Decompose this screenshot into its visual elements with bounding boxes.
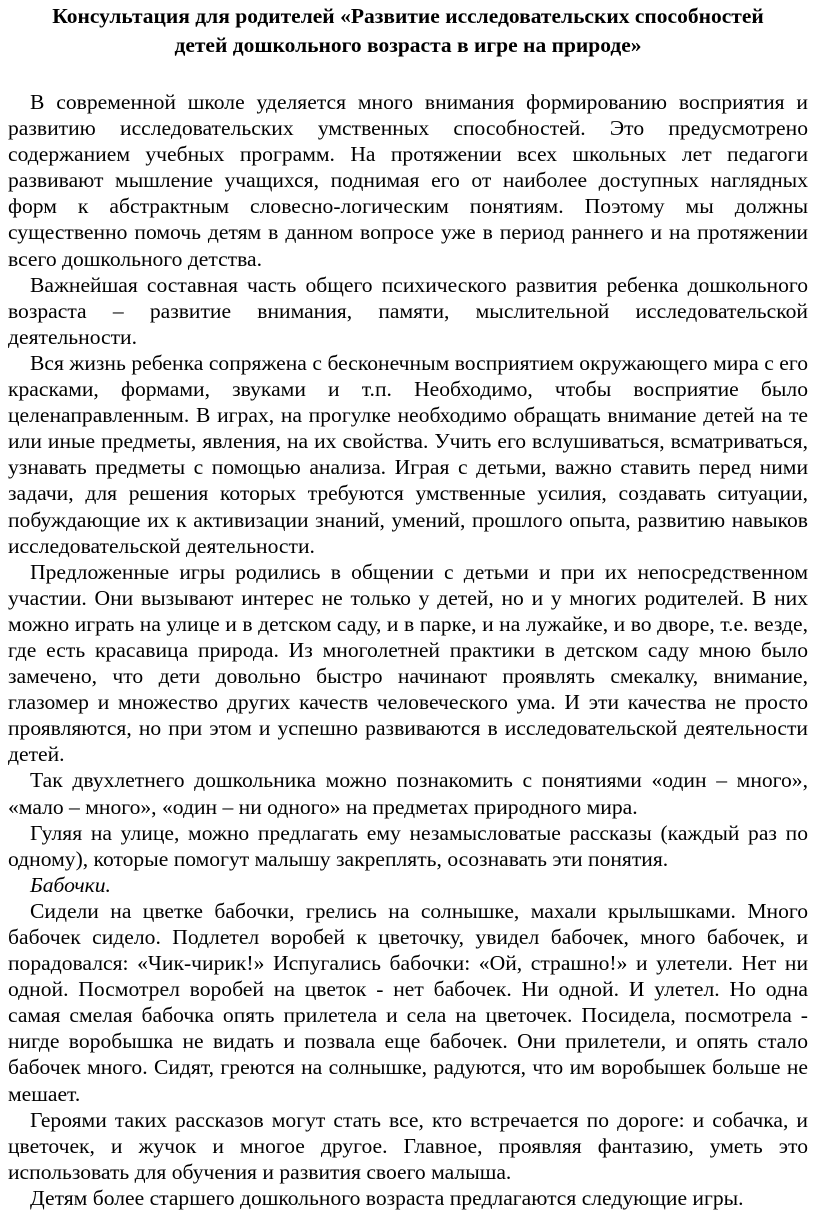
paragraph-concepts: Так двухлетнего дошкольника можно познакомить с понятиями «один – много», «мало – много», «один – ни одного» на предметах природного мира.: [8, 768, 808, 819]
story-heading: Бабочки.: [30, 872, 111, 897]
paragraph-intro: В современной школе уделяется много внимания формированию восприятия и развитию исследовательских умственных способностей. Это предусмотрено содержанием учебных программ. На протяжении всех школьных лет педагоги развивают мышление учащихся, поднимая его от наиболее доступных наглядных форм к абстрактным словесно-логическим понятиям. Поэтому мы должны существенно помочь детям в данном вопросе уже в период раннего и на протяжении всего дошкольного детства.: [8, 90, 808, 271]
document-body: [8, 89, 808, 1211]
paragraph-butterflies-story: Сидели на цветке бабочки, грелись на солнышке, махали крылышками. Много бабочек сидело. Подлетел воробей к цветочку, увидел бабочек, много бабочек, и порадовался: «Чик-чирик!» Испугались бабочки: «Ой, страшно!» и улетели. Нет ни одной. Посмотрел воробей на цветок - нет бабочек. Ни одной. И улетел. Но одна самая смелая бабочка опять прилетела и села на цветочек. Посидела, посмотрела - нигде воробышка не видать и позвала еще бабочек. Они прилетели, и опять стало бабочек много. Сидят, греются на солнышке, радуются, что им воробышек больше не мешает.: [8, 898, 808, 1106]
title-line-2: детей дошкольного возраста в игре на природе»: [174, 33, 642, 57]
title-spacer: [8, 60, 808, 89]
paragraph-older-children: Детям более старшего дошкольного возраста предлагаются следующие игры.: [30, 1185, 744, 1210]
paragraph-perception: Вся жизнь ребенка сопряжена с бесконечным восприятием окружающего мира с его красками, формами, звуками и т.п. Необходимо, чтобы восприятие было целенаправленным. В играх, на прогулке необходимо обращать внимание детей на те или иные предметы, явления, на их свойства. Учить его вслушиваться, всматриваться, узнавать предметы с помощью анализа. Играя с детьми, важно ставить перед ними задачи, для решения которых требуются умственные усилия, создавать ситуации, побуждающие их к активизации знаний, умений, прошлого опыта, развитию навыков исследовательской деятельности.: [8, 350, 808, 558]
title-line-1: Консультация для родителей «Развитие исследовательских способностей: [52, 4, 764, 28]
paragraph-heroes: Героями таких рассказов могут стать все, кто встречается по дороге: и собачка, и цветочек, и жучок и многое другое. Главное, проявляя фантазию, уметь это использовать для обучения и развития своего малыша.: [8, 1107, 808, 1184]
paragraph-games-origin: Предложенные игры родились в общении с детьми и при их непосредственном участии. Они вызывают интерес не только у детей, но и у многих родителей. В них можно играть на улице и в детском саду, и в парке, и на лужайке, и во дворе, т.е. везде, где есть красавица природа. Из многолетней практики в детском саду мною было замечено, что дети довольно быстро начинают проявлять смекалку, внимание, глазомер и множество других качеств человеческого ума. И эти качества не просто проявляются, но при этом и успешно развиваются в исследовательской деятельности детей.: [8, 559, 808, 767]
document-title: [8, 2, 808, 60]
paragraph-development: Важнейшая составная часть общего психического развития ребенка дошкольного возраста – развитие внимания, памяти, мыслительной исследовательской деятельности.: [8, 272, 808, 349]
paragraph-stories: Гуляя на улице, можно предлагать ему незамысловатые рассказы (каждый раз по одному), которые помогут малышу закреплять, осознавать эти понятия.: [8, 820, 808, 871]
